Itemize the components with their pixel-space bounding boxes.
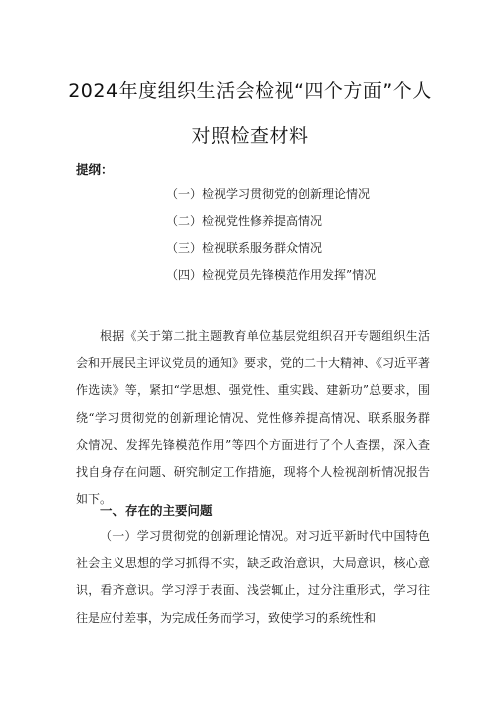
document-title-line-1: 2024年度组织生活会检视“四个方面”个人 [68, 80, 432, 102]
document-title-line-2: 对照检查材料 [191, 125, 309, 147]
outline-item-1: （一）检视学习贯彻党的创新理论情况 [166, 187, 371, 201]
outline-item-4: （四）检视党员先锋模范作用发挥”情况 [166, 268, 377, 282]
section-heading: 一、存在的主要问题 [100, 503, 213, 518]
outline-list [166, 187, 376, 295]
outline-label: 提纲： [76, 162, 114, 177]
body-paragraph: （一）学习贯彻党的创新理论情况。对习近平新时代中国特色社会主义思想的学习抓得不实，缺乏政治意识，大局意识，核心意识，看齐意识。学习浮于表面、浅尝辄止，过分注重形式，学习往往是应付差事，为完成任务而学习，致使学习的系统性和 [76, 529, 430, 625]
outline-item-3: （三）检视联系服务群众情况 [166, 241, 323, 255]
intro-paragraph: 根据《关于第二批主题教育单位基层党组织召开专题组织生活会和开展民主评议党员的通知》要求，党的二十大精神、《习近平著作选读》等，紧扣“学思想、强党性、重实践、建新功”总要求，围绕“学习贯彻党的创新理论情况、党性修养提高情况、联系服务群众情况、发挥先锋模范作用”等四个方面进行了个人查摆，深入查找自身存在问题、研究制定工作措施，现将个人检视剖析情况报告如下。 [76, 329, 431, 507]
outline-item-2: （二）检视党性修养提高情况 [166, 214, 323, 228]
